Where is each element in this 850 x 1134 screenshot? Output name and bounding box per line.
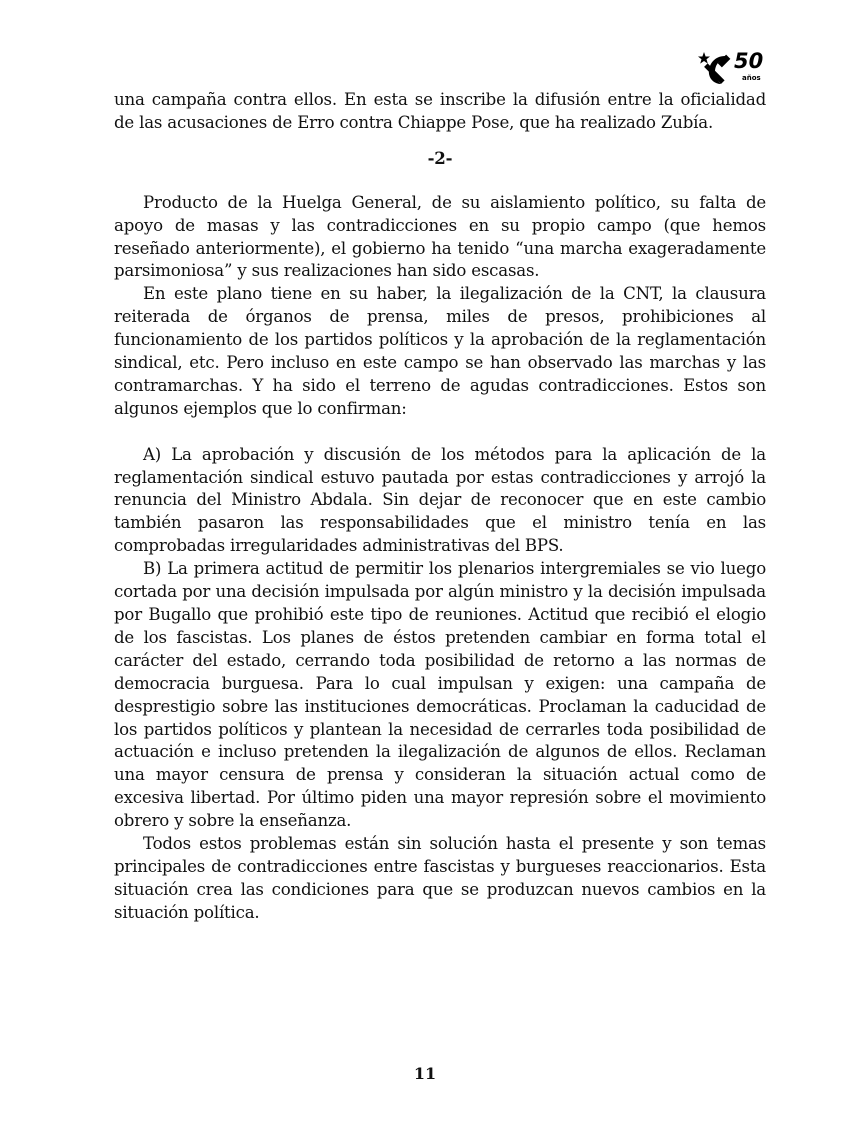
paragraph-item-b: B) La primera actitud de permitir los plenarios intergremiales se vio luego cortada por una decisión impulsada por algún ministro y la decisión impulsada por Bugallo que prohibió este tipo de reuniones. Actitud que recibió el elogio de los fascistas. Los planes de éstos pretenden cambiar en forma total el carácter del estado, cerrando toda posibilidad de retorno a las normas de democracia burguesa. Para lo cual impulsan y exigen: una campaña de desprestigio sobre las instituciones democráticas. Proclaman la caducidad de los partidos políticos y plantean la necesidad de cerrarles toda posibilidad de actuación e incluso pretenden la ilegalización de algunos de ellos. Reclaman una mayor censura de prensa y consideran la situación actual como de excesiva libertad. Por último piden una mayor represión sobre el movimiento obrero y sobre la enseñanza. [114, 559, 766, 831]
paragraph: Producto de la Huelga General, de su aislamiento político, su falta de apoyo de masas y las contradicciones en su propio campo (que hemos reseñado anteriormente), el gobierno ha tenido “una marcha exageradamente parsimoniosa” y sus realizaciones han sido escasas. [114, 192, 766, 281]
section-heading: -2- [427, 147, 453, 168]
paragraph: En este plano tiene en su haber, la ilegalización de la CNT, la clausura reiterada de órganos de prensa, miles de presos, prohibiciones al funcionamiento de los partidos políticos y la aprobación de la reglamentación sindical, etc. Pero incluso en este campo se han observado las marchas y las contramarchas. Y ha sido el terreno de agudas contradicciones. Estos son algunos ejemplos que lo confirman: [114, 284, 766, 418]
anniversary-number: 50 [734, 49, 764, 73]
hammer-sickle-star-icon [698, 50, 734, 88]
paragraph-item-a: A) La aprobación y discusión de los métodos para la aplicación de la reglamentación sindical estuvo pautada por estas contradicciones y arrojó la renuncia del Ministro Abdala. Sin dejar de reconocer que en este cambio también pasaron las responsabilidades que el ministro tenía en las comprobadas irregularidades administrativas del BPS. [114, 444, 766, 556]
document-body [114, 89, 766, 925]
paragraph-continuation: una campaña contra ellos. En esta se inscribe la difusión entre la oficialidad de las acusaciones de Erro contra Chiappe Pose, que ha realizado Zubía. [114, 90, 766, 132]
spacer [114, 421, 766, 444]
paragraph: Todos estos problemas están sin solución hasta el presente y son temas principales de contradicciones entre fascistas y burgueses reaccionarios. Esta situación crea las condiciones para que se produzcan nuevos cambios en la situación política. [114, 834, 766, 922]
page-number: 11 [413, 1064, 437, 1083]
anniversary-subtext: años [742, 74, 761, 82]
